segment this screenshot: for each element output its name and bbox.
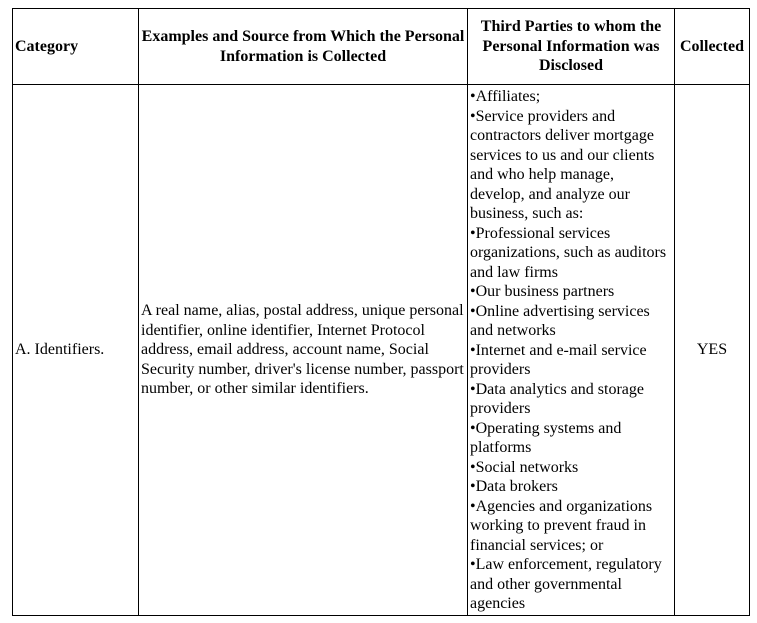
third-party-item: •Online advertising services and networks [470,302,650,339]
third-party-item: •Affiliates; [470,88,541,105]
cell-collected: YES [675,85,750,616]
third-party-item: •Service providers and contractors deliver mortgage services to us and our clients and who help manage, develop, and analyze our business, such as: [470,107,655,222]
third-party-item: •Agencies and organizations working to prevent fraud in financial services; or [470,497,653,554]
third-party-item: •Professional services organizations, such as auditors and law firms [470,224,667,281]
table-row [13,85,750,616]
cell-examples-source: A real name, alias, postal address, unique personal identifier, online identifier, Internet Protocol address, email address, account name, Social Security number, driver's license number, passport number, or other similar identifiers. [139,85,468,616]
third-party-item: •Internet and e-mail service providers [470,341,647,378]
header-category: Category [13,9,139,85]
cell-category: A. Identifiers. [13,85,139,616]
header-third-parties: Third Parties to whom the Personal Information was Disclosed [468,9,675,85]
header-row [13,9,750,85]
third-party-item: •Social networks [470,458,579,476]
third-party-item: •Data analytics and storage providers [470,380,644,417]
third-party-item: •Our business partners [470,283,615,300]
personal-information-table [12,8,750,616]
third-party-item: •Operating systems and platforms [470,419,622,456]
third-party-item: •Law enforcement, regulatory and other governmental agencies [470,556,662,612]
third-party-item: •Data brokers [470,478,558,495]
header-collected: Collected [675,9,750,85]
cell-third-parties [468,85,675,616]
header-examples-source: Examples and Source from Which the Personal Information is Collected [139,9,468,85]
